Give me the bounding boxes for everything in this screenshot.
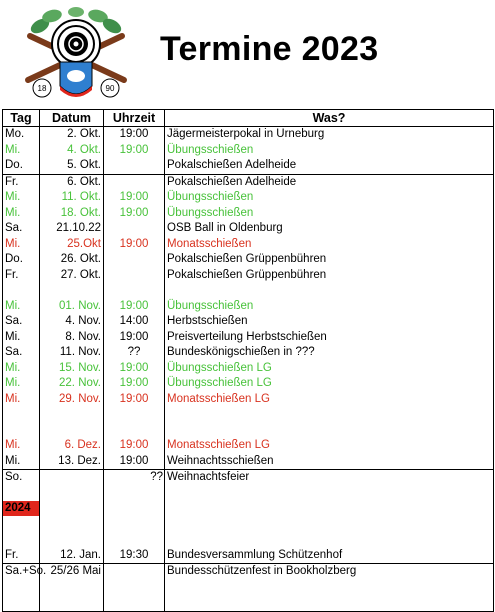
cell-uhrzeit xyxy=(104,268,165,284)
cell-was: Herbstschießen xyxy=(165,314,494,330)
table-row xyxy=(3,580,494,596)
cell-tag: Mi. xyxy=(3,237,40,253)
cell-uhrzeit: 19:30 xyxy=(104,548,165,564)
cell-tag: Mi. xyxy=(3,206,40,222)
cell-datum: 11. Okt. xyxy=(40,190,104,206)
cell-datum: 15. Nov. xyxy=(40,361,104,377)
cell-datum xyxy=(40,407,104,423)
cell-uhrzeit: ?? xyxy=(104,470,165,486)
cell-uhrzeit xyxy=(104,595,165,611)
table-row xyxy=(3,564,494,580)
cell-tag: Fr. xyxy=(3,268,40,284)
cell-was: Monatsschießen xyxy=(165,237,494,253)
cell-datum xyxy=(40,580,104,596)
cell-uhrzeit: 19:00 xyxy=(104,206,165,222)
cell-tag: Mi. xyxy=(3,438,40,454)
column-header-tag: Tag xyxy=(3,110,40,127)
page-header xyxy=(0,0,495,108)
cell-was: Übungsschießen xyxy=(165,143,494,159)
cell-datum xyxy=(40,517,104,533)
cell-datum xyxy=(40,423,104,439)
cell-was xyxy=(165,423,494,439)
cell-datum: 2. Okt. xyxy=(40,127,104,143)
cell-datum: 5. Okt. xyxy=(40,158,104,174)
cell-uhrzeit xyxy=(104,283,165,299)
cell-tag xyxy=(3,532,40,548)
cell-was: Übungsschießen xyxy=(165,299,494,315)
cell-tag: Sa. xyxy=(3,345,40,361)
table-row xyxy=(3,206,494,222)
cell-datum: 26. Okt. xyxy=(40,252,104,268)
table-row xyxy=(3,237,494,253)
table-row xyxy=(3,252,494,268)
cell-datum xyxy=(40,486,104,502)
cell-datum: 21.10.22 xyxy=(40,221,104,237)
cell-datum xyxy=(40,595,104,611)
cell-was: Weihnachtsschießen xyxy=(165,454,494,470)
logo-left-number: 18 xyxy=(37,84,47,93)
cell-uhrzeit: 19:00 xyxy=(104,190,165,206)
cell-tag xyxy=(3,595,40,611)
cell-datum: 25.Okt xyxy=(40,237,104,253)
cell-tag: Fr. xyxy=(3,548,40,564)
table-row xyxy=(3,392,494,408)
cell-uhrzeit: 19:00 xyxy=(104,237,165,253)
cell-datum: 29. Nov. xyxy=(40,392,104,408)
cell-datum: 4. Okt. xyxy=(40,143,104,159)
cell-tag: Fr. xyxy=(3,174,40,190)
table-row xyxy=(3,501,494,517)
table-row xyxy=(3,548,494,564)
cell-uhrzeit xyxy=(104,564,165,580)
cell-datum xyxy=(40,532,104,548)
cell-was: Pokalschießen Adelheide xyxy=(165,174,494,190)
cell-uhrzeit: 14:00 xyxy=(104,314,165,330)
cell-tag xyxy=(3,501,40,517)
cell-was: Bundesversammlung Schützenhof xyxy=(165,548,494,564)
cell-tag: So. xyxy=(3,470,40,486)
cell-tag: Mo. xyxy=(3,127,40,143)
table-row xyxy=(3,268,494,284)
cell-was xyxy=(165,486,494,502)
table-row xyxy=(3,174,494,190)
cell-datum: 6. Dez. xyxy=(40,438,104,454)
cell-was xyxy=(165,501,494,517)
cell-was: Übungsschießen xyxy=(165,190,494,206)
cell-tag: Mi. xyxy=(3,143,40,159)
cell-was xyxy=(165,517,494,533)
cell-was: OSB Ball in Oldenburg xyxy=(165,221,494,237)
cell-datum: 6. Okt. xyxy=(40,174,104,190)
table-row xyxy=(3,470,494,486)
cell-was: Bundesschützenfest in Bookholzberg xyxy=(165,564,494,580)
cell-was xyxy=(165,580,494,596)
cell-datum: 11. Nov. xyxy=(40,345,104,361)
schedule-rows xyxy=(3,127,494,612)
cell-uhrzeit xyxy=(104,252,165,268)
cell-tag xyxy=(3,423,40,439)
table-row xyxy=(3,532,494,548)
table-row xyxy=(3,127,494,143)
cell-datum: 12. Jan. xyxy=(40,548,104,564)
cell-was: Übungsschießen LG xyxy=(165,376,494,392)
logo-right-number: 90 xyxy=(105,84,115,93)
cell-tag: Sa. xyxy=(3,314,40,330)
cell-was: Pokalschießen Adelheide xyxy=(165,158,494,174)
table-row xyxy=(3,221,494,237)
cell-was xyxy=(165,532,494,548)
cell-tag: Mi. xyxy=(3,330,40,346)
cell-tag: Mi. xyxy=(3,454,40,470)
cell-tag xyxy=(3,283,40,299)
table-row xyxy=(3,345,494,361)
cell-tag: Do. xyxy=(3,252,40,268)
table-row xyxy=(3,407,494,423)
cell-uhrzeit: 19:00 xyxy=(104,127,165,143)
cell-datum: 13. Dez. xyxy=(40,454,104,470)
cell-was xyxy=(165,407,494,423)
cell-uhrzeit xyxy=(104,532,165,548)
table-row xyxy=(3,299,494,315)
cell-datum: 4. Nov. xyxy=(40,314,104,330)
cell-datum: 18. Okt. xyxy=(40,206,104,222)
cell-was: Bundeskönigschießen in ??? xyxy=(165,345,494,361)
table-row xyxy=(3,314,494,330)
cell-datum xyxy=(40,470,104,486)
cell-uhrzeit xyxy=(104,407,165,423)
cell-uhrzeit: 19:00 xyxy=(104,299,165,315)
cell-was: Preisverteilung Herbstschießen xyxy=(165,330,494,346)
cell-tag: Mi. xyxy=(3,299,40,315)
cell-tag xyxy=(3,517,40,533)
table-row xyxy=(3,423,494,439)
cell-was: Pokalschießen Grüppenbühren xyxy=(165,252,494,268)
cell-uhrzeit xyxy=(104,174,165,190)
table-row xyxy=(3,517,494,533)
cell-tag: Sa. xyxy=(3,221,40,237)
cell-uhrzeit: ?? xyxy=(104,345,165,361)
table-row xyxy=(3,361,494,377)
shooting-club-emblem-icon xyxy=(22,6,130,106)
cell-was: Monatsschießen LG xyxy=(165,392,494,408)
cell-tag: Mi. xyxy=(3,190,40,206)
cell-was: Übungsschießen xyxy=(165,206,494,222)
cell-datum: 8. Nov. xyxy=(40,330,104,346)
cell-uhrzeit: 19:00 xyxy=(104,392,165,408)
cell-uhrzeit: 19:00 xyxy=(104,454,165,470)
cell-tag: Mi. xyxy=(3,376,40,392)
cell-uhrzeit xyxy=(104,423,165,439)
cell-was: Monatsschießen LG xyxy=(165,438,494,454)
table-row xyxy=(3,283,494,299)
cell-tag: Mi. xyxy=(3,361,40,377)
cell-datum: 22. Nov. xyxy=(40,376,104,392)
cell-uhrzeit xyxy=(104,486,165,502)
table-row xyxy=(3,486,494,502)
cell-was: Übungsschießen LG xyxy=(165,361,494,377)
schedule-table xyxy=(2,109,494,612)
table-row xyxy=(3,190,494,206)
cell-uhrzeit xyxy=(104,517,165,533)
cell-uhrzeit: 19:00 xyxy=(104,330,165,346)
cell-uhrzeit xyxy=(104,501,165,517)
cell-datum: 25/26 Mai xyxy=(40,564,104,580)
cell-datum: 27. Okt. xyxy=(40,268,104,284)
cell-was: Weihnachtsfeier xyxy=(165,470,494,486)
column-header-uhrzeit: Uhrzeit xyxy=(104,110,165,127)
cell-datum xyxy=(40,283,104,299)
cell-tag xyxy=(3,486,40,502)
column-header-was: Was? xyxy=(165,110,494,127)
table-row xyxy=(3,143,494,159)
cell-datum: 01. Nov. xyxy=(40,299,104,315)
cell-datum xyxy=(40,501,104,517)
cell-uhrzeit: 19:00 xyxy=(104,376,165,392)
table-header-row xyxy=(3,110,494,127)
cell-tag: Mi. xyxy=(3,392,40,408)
cell-was: Pokalschießen Grüppenbühren xyxy=(165,268,494,284)
cell-uhrzeit xyxy=(104,221,165,237)
cell-uhrzeit: 19:00 xyxy=(104,361,165,377)
cell-was: Jägermeisterpokal in Urneburg xyxy=(165,127,494,143)
cell-was xyxy=(165,283,494,299)
cell-tag xyxy=(3,580,40,596)
cell-tag xyxy=(3,407,40,423)
page-title: Termine 2023 xyxy=(160,30,379,68)
cell-tag: Do. xyxy=(3,158,40,174)
column-header-datum: Datum xyxy=(40,110,104,127)
cell-uhrzeit: 19:00 xyxy=(104,143,165,159)
cell-uhrzeit: 19:00 xyxy=(104,438,165,454)
table-row xyxy=(3,595,494,611)
year-badge: 2024 xyxy=(3,501,39,516)
table-row xyxy=(3,438,494,454)
table-row xyxy=(3,158,494,174)
table-row xyxy=(3,376,494,392)
cell-was xyxy=(165,595,494,611)
cell-uhrzeit xyxy=(104,158,165,174)
table-row xyxy=(3,454,494,470)
cell-tag: Sa.+So. xyxy=(3,564,40,580)
table-row xyxy=(3,330,494,346)
cell-uhrzeit xyxy=(104,580,165,596)
